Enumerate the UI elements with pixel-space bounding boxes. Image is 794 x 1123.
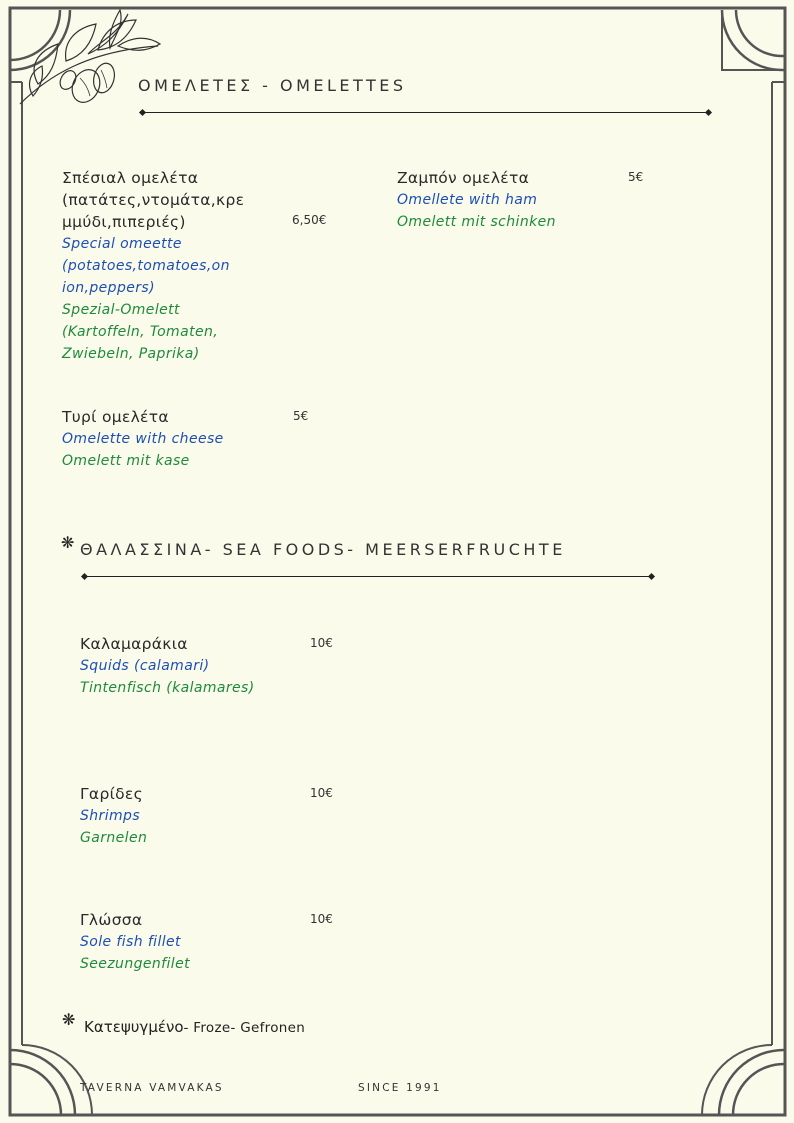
item-name-gr: μμύδι,πιπεριές): [62, 213, 186, 231]
item-name-gr: Καλαμαράκια: [80, 635, 188, 653]
menu-item-ham-omelette: [397, 167, 556, 233]
item-name-en: Omelette with cheese: [62, 431, 224, 447]
item-price: 6,50€: [292, 213, 327, 227]
item-price: 10€: [310, 786, 333, 800]
item-price: 10€: [310, 636, 333, 650]
item-name-en: Special omeette: [62, 236, 182, 252]
flower-bullet-icon: ❋: [62, 1010, 76, 1029]
item-name-en: (potatoes,tomatoes,on: [62, 258, 230, 274]
footer-taverna-name: TAVERNA VAMVAKAS: [80, 1082, 224, 1094]
section-title-omelettes: ΟΜΕΛΕΤΕΣ - OMELETTES: [138, 76, 407, 95]
item-name-gr: Γλώσσα: [80, 911, 143, 929]
item-name-gr: Τυρί ομελέτα: [62, 408, 169, 426]
item-price: 5€: [628, 170, 644, 184]
item-name-de: Omelett mit kase: [62, 453, 190, 469]
item-name-en: Squids (calamari): [80, 658, 210, 674]
item-name-de: Zwiebeln, Paprika): [62, 346, 200, 362]
menu-item-cheese-omelette: [62, 406, 224, 472]
item-price: 5€: [293, 409, 309, 423]
item-name-gr: Ζαμπόν ομελέτα: [397, 169, 530, 187]
frozen-note: [84, 1017, 305, 1036]
item-name-de: Seezungenfilet: [80, 956, 190, 972]
item-price: 10€: [310, 912, 333, 926]
section-divider: [84, 576, 652, 577]
menu-item-shrimps: [80, 783, 147, 849]
item-name-en: ion,peppers): [62, 280, 155, 296]
item-name-de: Garnelen: [80, 830, 148, 846]
frozen-note-gr: Κατεψυγμένο: [84, 1018, 184, 1036]
menu-item-special-omelette: [62, 167, 244, 365]
item-name-en: Sole fish fillet: [80, 934, 181, 950]
menu-item-sole-fillet: [80, 909, 190, 975]
item-name-de: Tintenfisch (kalamares): [80, 680, 255, 696]
item-name-gr: Γαρίδες: [80, 785, 143, 803]
footer-since: SINCE 1991: [358, 1082, 442, 1094]
menu-item-calamari: [80, 633, 255, 699]
section-title-seafood: ΘΑΛΑΣΣΙΝΑ- SEA FOODS- MEERSERFRUCHTE: [80, 540, 566, 559]
item-name-de: Omelett mit schinken: [397, 214, 556, 230]
item-name-en: Omellete with ham: [397, 192, 538, 208]
olive-branch-icon: [18, 6, 163, 111]
flower-bullet-icon: ❋: [61, 533, 75, 552]
section-divider: [142, 112, 709, 113]
frozen-note-translations: - Froze- Gefronen: [183, 1020, 306, 1036]
item-name-en: Shrimps: [80, 808, 141, 824]
item-name-gr: (πατάτες,ντομάτα,κρε: [62, 191, 245, 209]
item-name-gr: Σπέσιαλ ομελέτα: [62, 169, 199, 187]
item-name-de: Spezial-Omelett: [62, 302, 180, 318]
item-name-de: (Kartoffeln, Tomaten,: [62, 324, 219, 340]
